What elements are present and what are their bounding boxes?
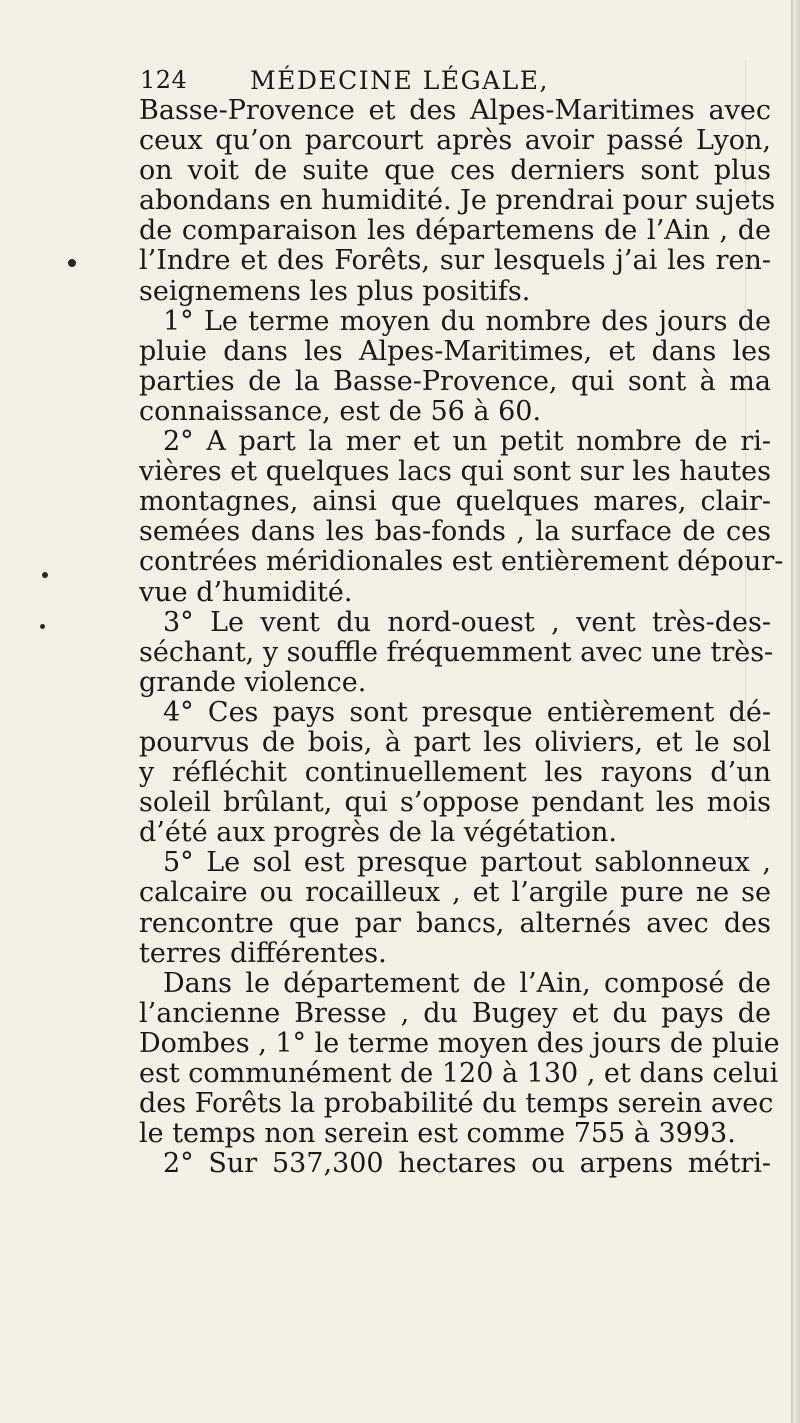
ink-speck: [40, 624, 45, 629]
text-line: semées dans les bas-fonds , la surface de ces: [139, 516, 771, 548]
running-title: MÉDECINE LÉGALE,: [250, 66, 549, 95]
text-line: de comparaison les départemens de l’Ain , de: [139, 215, 771, 247]
text-line: 4° Ces pays sont presque entièrement dé-: [163, 696, 771, 728]
text-line: vières et quelques lacs qui sont sur les hautes: [139, 456, 771, 488]
text-line: 2° Sur 537,300 hectares ou arpens métri-: [163, 1148, 771, 1180]
ink-speck: [68, 259, 76, 267]
text-line: 5° Le sol est presque partout sablonneux ,: [163, 847, 771, 879]
text-line: 3° Le vent du nord-ouest , vent très-des-: [163, 606, 771, 638]
text-line: Dombes , 1° le terme moyen des jours de pluie: [139, 1027, 780, 1059]
text-line: pluie dans les Alpes-Maritimes, et dans les: [139, 335, 771, 367]
text-line: contrées méridionales est entièrement dépour-: [139, 546, 784, 578]
text-line: Basse-Provence et des Alpes-Maritimes avec: [139, 95, 771, 126]
text-line: calcaire ou rocailleux , et l’argile pure ne se: [139, 877, 771, 909]
text-line: Dans le département de l’Ain, composé de: [163, 967, 771, 999]
text-line: séchant, y souffle fréquemment avec une très-: [139, 636, 774, 668]
ink-speck: [42, 572, 48, 578]
text-line: est communément de 120 à 130 , et dans celui: [139, 1058, 779, 1089]
text-line: 1° Le terme moyen du nombre des jours de: [163, 305, 771, 337]
text-line: connaissance, est de 56 à 60.: [139, 395, 542, 427]
text-line: des Forêts la probabilité du temps serein avec: [139, 1088, 774, 1120]
text-line: l’ancienne Bresse , du Bugey et du pays de: [139, 997, 771, 1029]
text-line: le temps non serein est comme 755 à 3993.: [139, 1118, 736, 1150]
text-line: vue d’humidité.: [139, 576, 353, 608]
text-line: 2° A part la mer et un petit nombre de ri-: [163, 426, 771, 458]
body-text: [139, 95, 784, 1180]
text-line: on voit de suite que ces derniers sont plus: [139, 155, 771, 187]
text-line: seignemens les plus positifs.: [139, 275, 531, 307]
text-line: rencontre que par bancs, alternés avec des: [139, 907, 771, 939]
text-line: d’été aux progrès de la végétation.: [139, 817, 617, 849]
text-line: ceux qu’on parcourt après avoir passé Lyon,: [139, 125, 771, 157]
text-line: l’Indre et des Forêts, sur lesquels j’ai les ren-: [139, 245, 771, 277]
text-line: pourvus de bois, à part les oliviers, et le sol: [139, 726, 771, 758]
text-line: parties de la Basse-Provence, qui sont à ma: [139, 365, 771, 397]
text-line: terres différentes.: [139, 937, 387, 969]
text-line: soleil brûlant, qui s’oppose pendant les mois: [139, 787, 771, 819]
adjacent-page-edge: [791, 0, 800, 1423]
page-number: 124: [140, 66, 188, 94]
text-line: montagnes, ainsi que quelques mares, clair-: [139, 486, 771, 518]
text-line: y réfléchit continuellement les rayons d’un: [139, 757, 771, 789]
text-line: grande violence.: [139, 666, 367, 698]
text-line: abondans en humidité. Je prendrai pour sujets: [139, 185, 776, 217]
